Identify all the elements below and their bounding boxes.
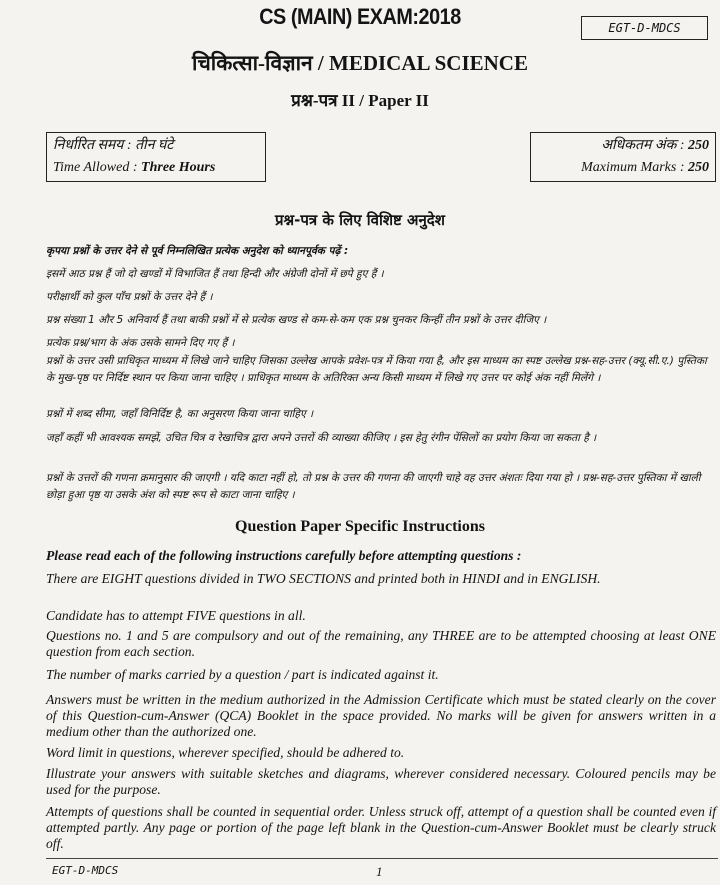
exam-title: CS (MAIN) EXAM:2018 <box>259 4 461 29</box>
page-number: 1 <box>376 864 383 879</box>
english-instruction: Illustrate your answers with suitable sketches and diagrams, wherever considered necessary. Coloured pencils may be used for the purpose. <box>46 766 716 797</box>
english-instruction: Answers must be written in the medium authorized in the Admission Certificate which must be stated clearly on the cover of this Question-cum-Answer (QCA) Booklet in the space provided. No marks will be given for answers written in a medium other than the authorized one. <box>46 692 716 739</box>
hindi-instructions-intro: कृपया प्रश्नों के उत्तर देने से पूर्व निम्नलिखित प्रत्येक अनुदेश को ध्यानपूर्वक पढ़ें : <box>46 245 349 257</box>
hindi-instruction: प्रश्नों में शब्द सीमा, जहाँ विनिर्दिष्ट है, का अनुसरण किया जाना चाहिए । <box>46 408 314 420</box>
time-allowed-hindi: निर्धारित समय : तीन घंटे <box>53 138 174 153</box>
maximum-marks-hindi-label: अधिकतम अंक : <box>601 138 688 153</box>
english-instructions-heading: Question Paper Specific Instructions <box>235 518 485 535</box>
maximum-marks-hindi-value: 250 <box>688 138 709 153</box>
subject-title: चिकित्सा-विज्ञान / MEDICAL SCIENCE <box>192 51 528 75</box>
english-instruction: Word limit in questions, wherever specified, should be adhered to. <box>46 745 405 760</box>
english-instruction: Attempts of questions shall be counted in sequential order. Unless struck off, attempt of a question shall be counted even if attempted partly. Any page or portion of the page left blank in the Question-cum-Answer Booklet must be clearly struck off. <box>46 804 716 851</box>
time-allowed-value: Three Hours <box>141 160 216 175</box>
hindi-instruction: जहाँ कहीं भी आवश्यक समझें, उचित चित्र व रेखाचित्र द्वारा अपने उत्तरों की व्याख्या कीजिए । इस हेतु रंगीन पेंसिलों का प्रयोग किया जा सकता है । <box>46 432 597 444</box>
maximum-marks-hindi <box>537 135 709 157</box>
maximum-marks-english <box>537 157 709 179</box>
english-instruction: Questions no. 1 and 5 are compulsory and out of the remaining, any THREE are to be attempted choosing at least ONE question from each section. <box>46 628 716 659</box>
hindi-instruction: प्रश्न संख्या 1 और 5 अनिवार्य हैं तथा बाकी प्रश्नों में से प्रत्येक खण्ड से कम-से-कम एक प्रश्न चुनकर किन्हीं तीन प्रश्नों के उत्तर दीजिए । <box>46 314 547 326</box>
hindi-instruction: परीक्षार्थी को कुल पाँच प्रश्नों के उत्तर देने हैं । <box>46 291 213 303</box>
english-instruction: The number of marks carried by a question / part is indicated against it. <box>46 667 439 682</box>
footer-divider <box>46 858 718 859</box>
hindi-instruction: इसमें आठ प्रश्न हैं जो दो खण्डों में विभाजित हैं तथा हिन्दी और अंग्रेजी दोनों में छपे हुए हैं । <box>46 268 384 280</box>
time-allowed-box <box>46 132 266 182</box>
hindi-instruction: प्रश्नों के उत्तरों की गणना क्रमानुसार की जाएगी । यदि काटा नहीं हो, तो प्रश्न के उत्तर की गणना की जाएगी चाहे वह उत्तर अंशतः दिया गया हो । प्रश्न-सह-उत्तर पुस्तिका में खाली छोड़ा हुआ पृष्ठ या उसके अंश को स्पष्ट रूप से काटा जाना चाहिए । <box>46 472 701 501</box>
maximum-marks-box <box>530 132 716 182</box>
paper-number: प्रश्न-पत्र II / Paper II <box>291 91 429 110</box>
maximum-marks-value: 250 <box>688 160 709 175</box>
maximum-marks-label: Maximum Marks : <box>581 160 688 175</box>
english-instruction: There are EIGHT questions divided in TWO SECTIONS and printed both in HINDI and in ENGLISH. <box>46 571 601 586</box>
hindi-instructions-heading: प्रश्न-पत्र के लिए विशिष्ट अनुदेश <box>275 211 445 229</box>
time-allowed-english <box>53 157 259 179</box>
hindi-instruction: प्रश्नों के उत्तर उसी प्राधिकृत माध्यम में लिखे जाने चाहिए जिसका उल्लेख आपके प्रवेश-पत्र में किया गया है, और इस माध्यम का स्पष्ट उल्लेख प्रश्न-सह-उत्तर (क्यू.सी.ए.) पुस्तिका के मुख-पृष्ठ पर निर्दिष्ट स्थान पर किया जाना चाहिए । प्राधिकृत माध्यम के अतिरिक्त अन्य किसी माध्यम में लिखे गए उत्तर पर कोई अंक नहीं मिलेंगे । <box>46 355 707 384</box>
hindi-instruction: प्रत्येक प्रश्न/भाग के अंक उसके सामने दिए गए हैं । <box>46 337 235 349</box>
english-instruction: Candidate has to attempt FIVE questions in all. <box>46 608 306 623</box>
time-allowed-label: Time Allowed : <box>53 160 142 175</box>
paper-code-box: EGT-D-MDCS <box>581 16 708 40</box>
english-instructions-intro: Please read each of the following instructions carefully before attempting questions : <box>46 548 522 563</box>
footer-paper-code: EGT-D-MDCS <box>52 864 119 877</box>
